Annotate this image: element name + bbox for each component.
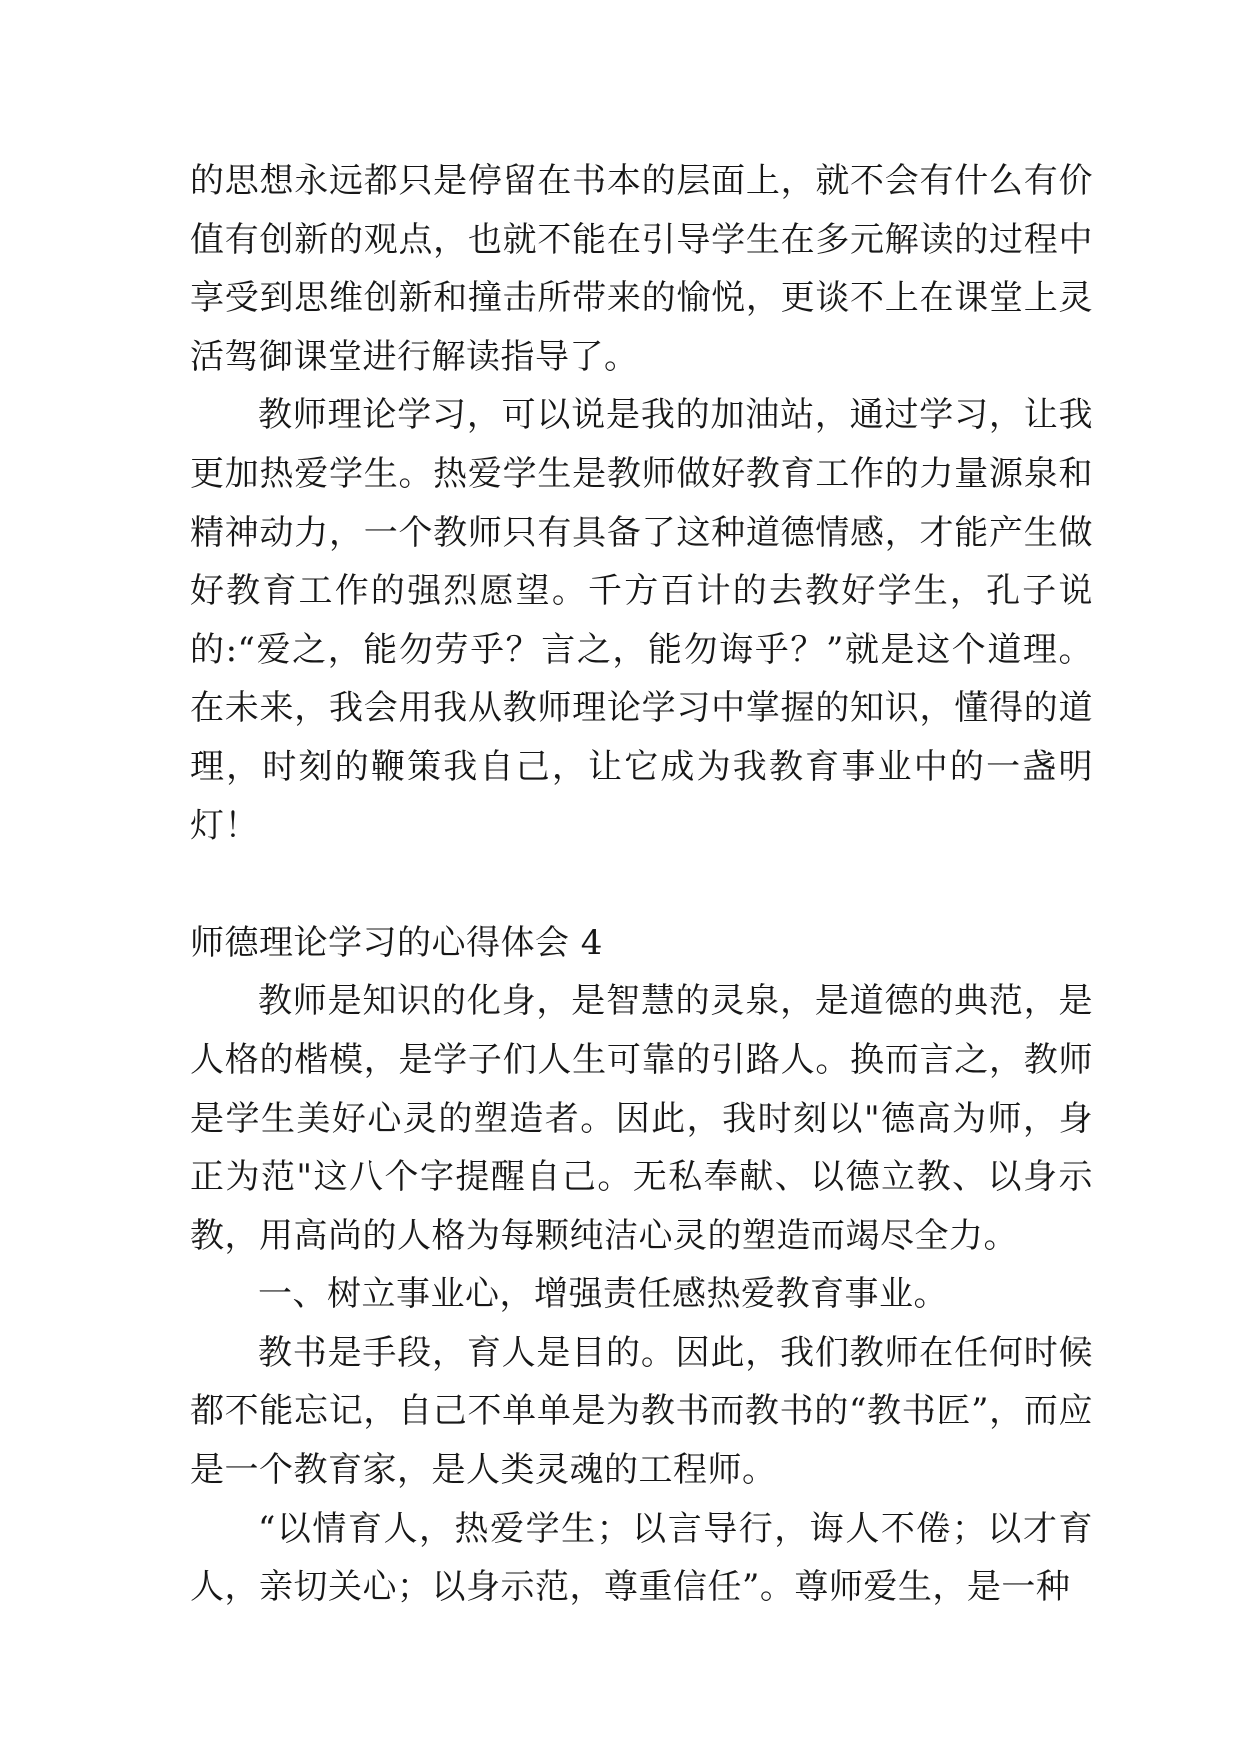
paragraph: “以情育人，热爱学生；以言导行，诲人不倦；以才育人，亲切关心；以身示范，尊重信任”。尊师爱生，是一种 (190, 1508, 1093, 1608)
document-body (190, 152, 1093, 1617)
paragraph: 教书是手段，育人是目的。因此，我们教师在任何时候都不能忘记，自己不单单是为教书而教书的“教书匠”，而应是一个教育家，是人类灵魂的工程师。 (190, 1332, 1093, 1491)
paragraph-list-item: 一、树立事业心，增强责任感热爱教育事业。 (258, 1274, 948, 1315)
blank-line (190, 855, 1093, 914)
section-heading: 师德理论学习的心得体会 4 (190, 922, 603, 963)
paragraph: 教师理论学习，可以说是我的加油站，通过学习，让我更加热爱学生。热爱学生是教师做好教育工作的力量源泉和精神动力，一个教师只有具备了这种道德情感，才能产生做好教育工作的强烈愿望。千方百计的去教好学生，孔子说的:“爱之，能勿劳乎？言之，能勿诲乎？”就是这个道理。在未来，我会用我从教师理论学习中掌握的知识，懂得的道理，时刻的鞭策我自己，让它成为我教育事业中的一盏明灯！ (190, 395, 1093, 846)
paragraph-continuation: 的思想永远都只是停留在书本的层面上，就不会有什么有价值有创新的观点，也就不能在引导学生在多元解读的过程中享受到思维创新和撞击所带来的愉悦，更谈不上在课堂上灵活驾御课堂进行解读指导了。 (190, 161, 1093, 377)
paragraph: 教师是知识的化身，是智慧的灵泉，是道德的典范，是人格的楷模，是学子们人生可靠的引路人。换而言之，教师是学生美好心灵的塑造者。因此，我时刻以"德高为师，身正为范"这八个字提醒自己。无私奉献、以德立教、以身示教，用高尚的人格为每颗纯洁心灵的塑造而竭尽全力。 (190, 981, 1093, 1256)
